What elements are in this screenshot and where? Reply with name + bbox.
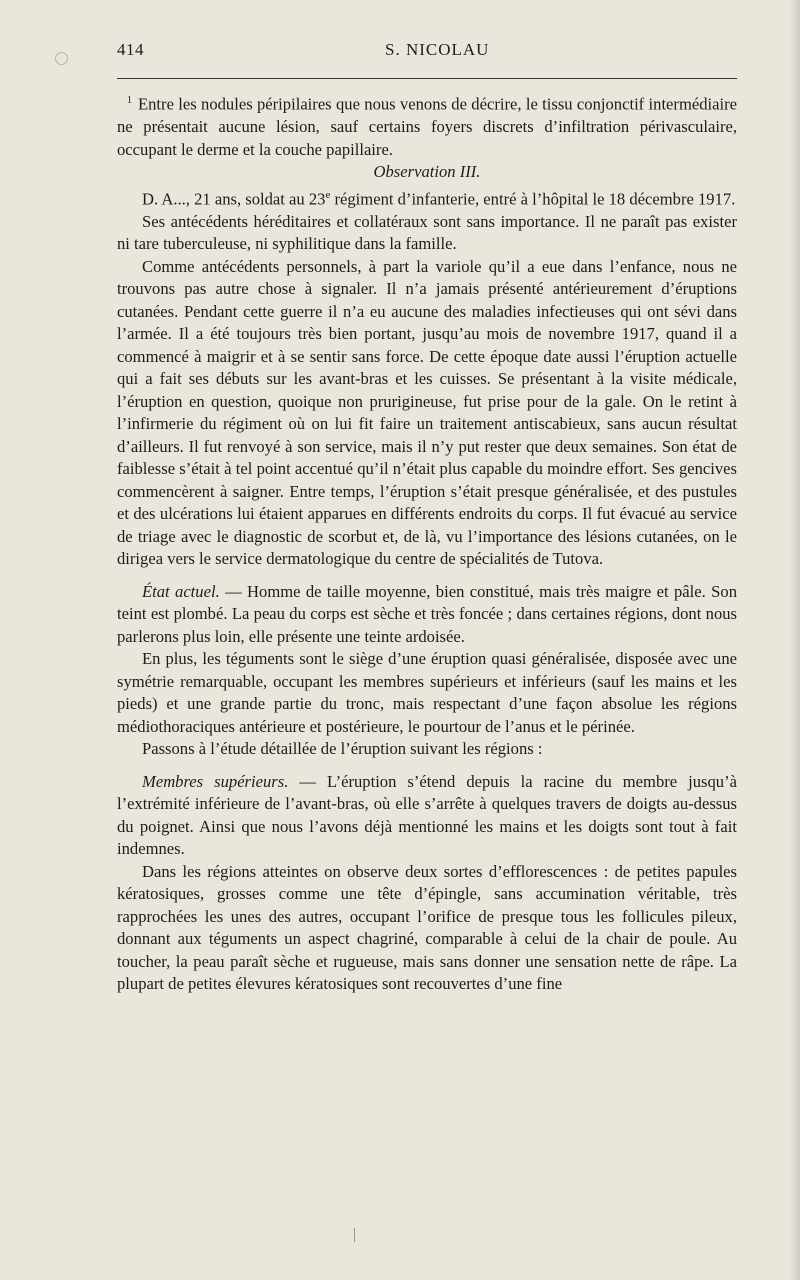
paragraph-upper-limbs (117, 771, 737, 861)
paragraph-gap (117, 761, 737, 771)
paragraph-gap (117, 571, 737, 581)
paragraph-eruption: En plus, les téguments sont le siège d’une éruption quasi généralisée, disposée avec une symétrie remarquable, occupant les membres supérieurs et inférieurs (sauf les mains et les pieds) et une grande partie du tronc, mais respectant d’une façon absolue les régions médiothoraciques antérieure et postérieure, le pourtour de l’anus et le périnée. (117, 649, 737, 736)
punch-hole-mark (55, 52, 68, 65)
paragraph-family-history: Ses antécédents héréditaires et collatéraux sont sans importance. Il ne paraît pas exister ni tare tuberculeuse, ni syphilitique dans la famille. (117, 211, 737, 254)
patient-intro-text-end: régiment d’infanterie, entré à l’hôpital le 18 décembre 1917. (330, 189, 736, 209)
observation-title: Observation III. (373, 162, 481, 182)
paragraph-efflorescences: Dans les régions atteintes on observe deux sortes d’efflorescences : de petites papules kératosiques, grosses comme une tête d’épingle, sans accumination véritable, très rapprochées les unes des autres, occupant l’orifice de presque tous les follicules pileux, donnant aux téguments un aspect chagriné, comparable à celui de la chair de poule. Au toucher, la peau paraît sèche et rugueuse, mais sans donner une sensation nette de râpe. La plupart de petites élevures kératosiques sont recouvertes d’une fine (117, 861, 737, 994)
current-state-label: État actuel. (142, 581, 220, 601)
paragraph-patient-intro (117, 184, 737, 211)
page-body (117, 90, 737, 996)
footnote-text: Entre les nodules péripilaires que nous venons de décrire, le tissu conjonctif intermédiaire ne présentait aucune lésion, sauf certains foyers discrets d’infiltration périvasculaire, occupant le derme et la couche papillaire. (117, 94, 737, 159)
paragraph-current-state (117, 581, 737, 649)
upper-limbs-text: — L’éruption s’étend depuis la racine du membre jusqu’à l’extrémité inférieure de l’avant-bras, où elle s’arrête à quelques travers de doigts au-dessus du poignet. Ainsi que nous l’avons déjà mentionné les mains et les doigts sont tout à fait indemnes. (117, 771, 737, 859)
current-state-text: — Homme de taille moyenne, bien constitué, mais très maigre et pâle. Son teint est plombé. La peau du corps est sèche et très foncée ; dans certaines régions, dont nous parlerons plus loin, elle présente une teinte ardoisée. (117, 581, 737, 646)
header-rule (117, 78, 737, 79)
page-header (117, 40, 737, 68)
paragraph-study-intro: Passons à l’étude détaillée de l’éruption suivant les régions : (142, 739, 543, 759)
page-number: 414 (117, 40, 144, 59)
footnote-mark: 1 (127, 95, 132, 106)
upper-limbs-label: Membres supérieurs. (142, 771, 289, 791)
running-head: S. NICOLAU (385, 40, 490, 59)
footnote (117, 90, 737, 161)
patient-intro-text: D. A..., 21 ans, soldat au 23 (142, 189, 326, 209)
paragraph-personal-history: Comme antécédents personnels, à part la variole qu’il a eue dans l’enfance, nous ne trouvons pas autre chose à signaler. Il n’a jamais présenté antérieurement d’éruptions cutanées. Pendant cette guerre il n’a eu aucune des maladies infectieuses qui ont sévi dans l’armée. Il a été toujours très bien portant, jusqu’au mois de novembre 1917, quand il a commencé à maigrir et à se sentir sans force. De cette époque date aussi l’éruption actuelle qui a fait ses débuts sur les avant-bras et les cuisses. Se présentant à la visite médicale, l’éruption en question, quoique non prurigineuse, fut prise pour de la gale. On le retint à l’infirmerie du régiment où on lui fit faire un traitement antiscabieux, sans aucun résultat d’ailleurs. Il fut renvoyé à son service, mais il n’y put rester que deux semaines. Son état de faiblesse s’était à tel point accentué qu’il n’était plus capable du moindre effort. Ses gencives commencèrent à saigner. Entre temps, l’éruption s’était presque généralisée, et des pustules et des ulcérations lui étaient apparues en différents endroits du corps. Il fut évacué au service de triage avec le diagnostic de scorbut et, de là, vu l’importance des lésions cutanées, on le dirigea vers le service dermatologique du centre de spécialités de Tutova. (117, 256, 737, 569)
superscript-e: e (325, 188, 331, 201)
page-edge-shadow (790, 0, 800, 1280)
bottom-mark (354, 1228, 355, 1242)
